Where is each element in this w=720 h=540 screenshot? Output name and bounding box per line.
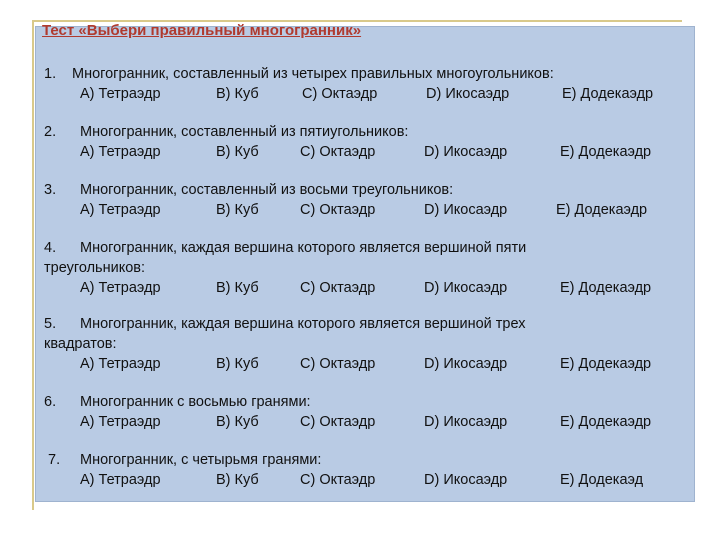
option-b[interactable]: B) Куб <box>216 356 259 372</box>
option-c[interactable]: C) Октаэдр <box>302 86 378 102</box>
question-text: Многогранник, составленный из четырех правильных многоугольников: <box>72 66 554 82</box>
option-b[interactable]: B) Куб <box>216 144 259 160</box>
options-row <box>80 200 720 220</box>
option-c[interactable]: C) Октаэдр <box>300 144 376 160</box>
question-text-continuation: квадратов: <box>44 336 117 352</box>
option-a[interactable]: A) Тетраэдр <box>80 202 161 218</box>
option-b[interactable]: B) Куб <box>216 472 259 488</box>
option-d[interactable]: D) Икосаэдр <box>424 356 508 372</box>
question-text: Многогранник, каждая вершина которого является вершиной пяти <box>80 240 527 256</box>
question-text: Многогранник, каждая вершина которого является вершиной трех <box>80 316 526 332</box>
option-e[interactable]: E) Додекаэдр <box>560 414 652 430</box>
question-number: 3. <box>44 182 57 198</box>
option-c[interactable]: C) Октаэдр <box>300 414 376 430</box>
option-b[interactable]: B) Куб <box>216 280 259 296</box>
option-e[interactable]: E) Додекаэдр <box>562 86 654 102</box>
option-a[interactable]: A) Тетраэдр <box>80 414 161 430</box>
question-text: Многогранник с восьмью гранями: <box>80 394 311 410</box>
options-row <box>80 470 720 490</box>
frame-left-line <box>32 20 34 510</box>
option-a[interactable]: A) Тетраэдр <box>80 472 161 488</box>
option-c[interactable]: C) Октаэдр <box>300 202 376 218</box>
question-number: 7. <box>48 452 61 468</box>
option-e[interactable]: E) Додекаэд <box>560 472 644 488</box>
option-c[interactable]: C) Октаэдр <box>300 472 376 488</box>
option-e[interactable]: E) Додекаэдр <box>560 280 652 296</box>
options-row <box>80 142 720 162</box>
question-number: 1. <box>44 66 57 82</box>
option-a[interactable]: A) Тетраэдр <box>80 144 161 160</box>
option-b[interactable]: B) Куб <box>216 414 259 430</box>
question-number: 5. <box>44 316 57 332</box>
option-a[interactable]: A) Тетраэдр <box>80 86 161 102</box>
options-row <box>80 412 720 432</box>
question-text-continuation: треугольников: <box>44 260 145 276</box>
question-text: Многогранник, составленный из пятиугольников: <box>80 124 409 140</box>
question-text: Многогранник, с четырьмя гранями: <box>80 452 322 468</box>
option-a[interactable]: A) Тетраэдр <box>80 280 161 296</box>
option-e[interactable]: E) Додекаэдр <box>560 144 652 160</box>
option-c[interactable]: C) Октаэдр <box>300 280 376 296</box>
options-row <box>80 84 720 104</box>
options-row <box>80 278 720 298</box>
test-title: Тест «Выбери правильный многогранник» <box>42 22 362 39</box>
options-row <box>80 354 720 374</box>
option-d[interactable]: D) Икосаэдр <box>424 472 508 488</box>
option-d[interactable]: D) Икосаэдр <box>426 86 510 102</box>
question-text: Многогранник, составленный из восьми треугольников: <box>80 182 454 198</box>
question-number: 2. <box>44 124 57 140</box>
question-number: 6. <box>44 394 57 410</box>
question-number: 4. <box>44 240 57 256</box>
option-e[interactable]: E) Додекаэдр <box>556 202 648 218</box>
option-d[interactable]: D) Икосаэдр <box>424 202 508 218</box>
option-a[interactable]: A) Тетраэдр <box>80 356 161 372</box>
option-d[interactable]: D) Икосаэдр <box>424 280 508 296</box>
option-d[interactable]: D) Икосаэдр <box>424 414 508 430</box>
option-d[interactable]: D) Икосаэдр <box>424 144 508 160</box>
option-b[interactable]: B) Куб <box>216 202 259 218</box>
option-e[interactable]: E) Додекаэдр <box>560 356 652 372</box>
option-c[interactable]: C) Октаэдр <box>300 356 376 372</box>
option-b[interactable]: B) Куб <box>216 86 259 102</box>
